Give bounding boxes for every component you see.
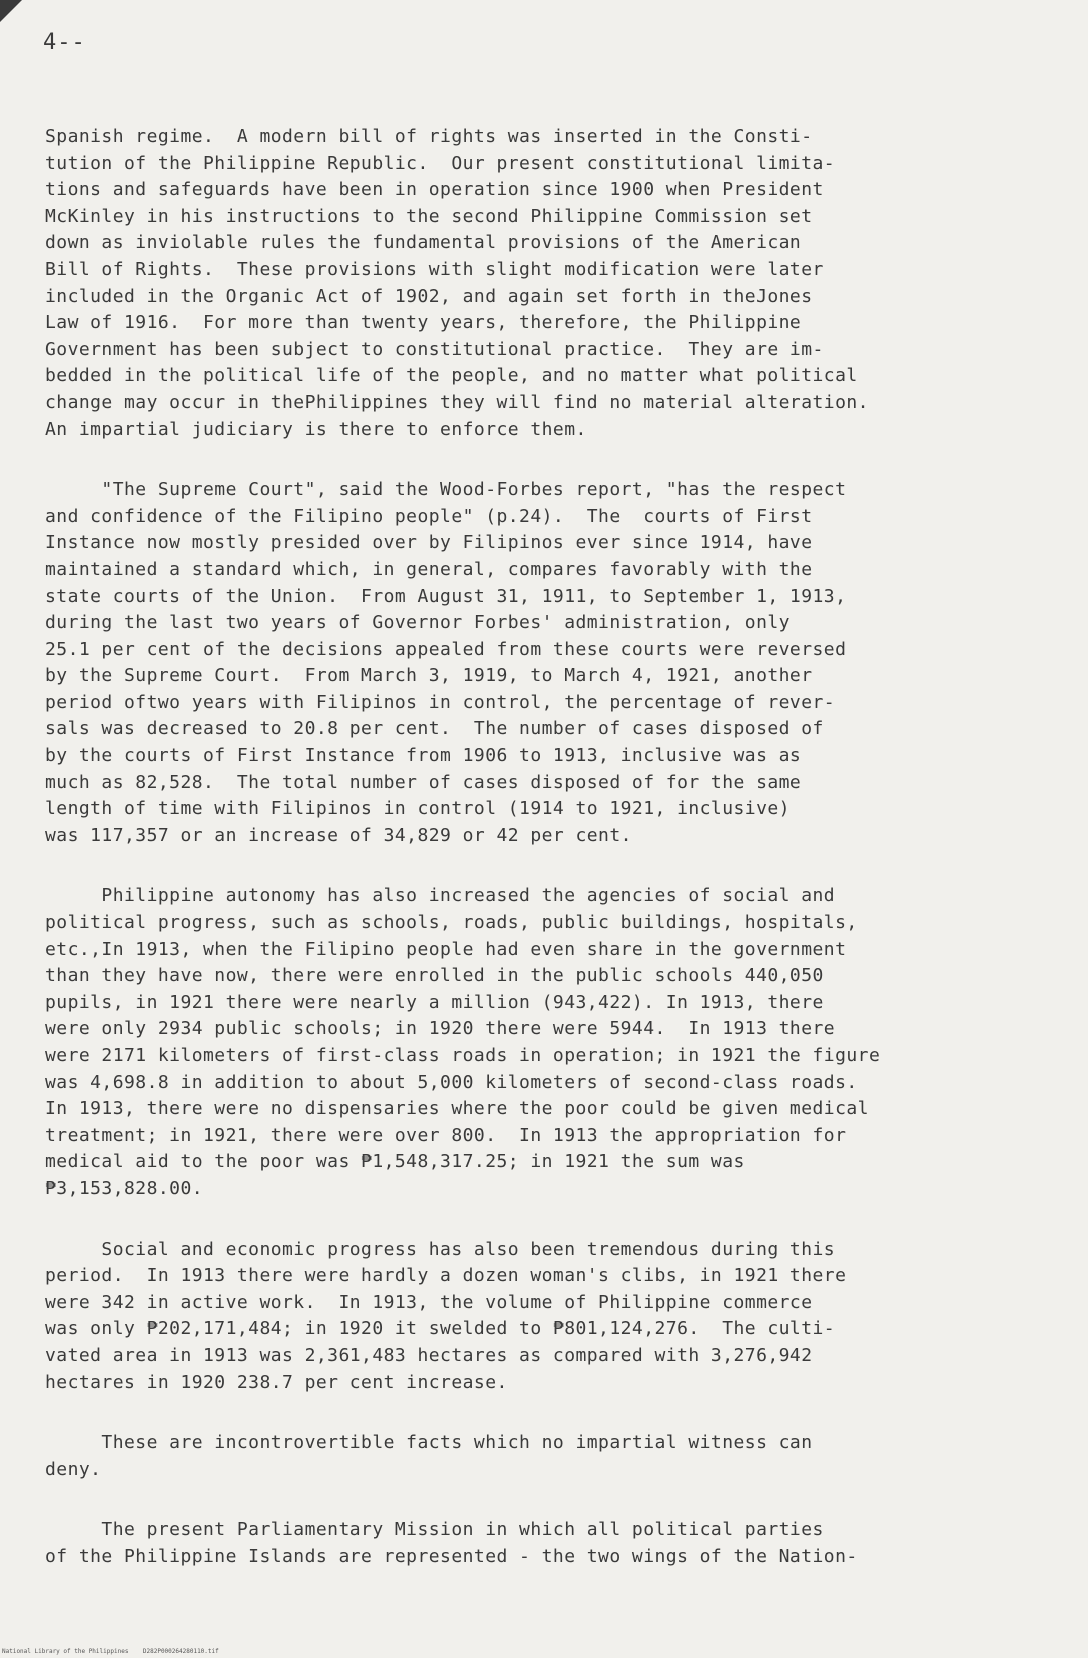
text-line: than they have now, there were enrolled in the public schools 440,050: [45, 965, 824, 987]
document-body: [45, 124, 1055, 1605]
text-line: political progress, such as schools, roads, public buildings, hospitals,: [45, 912, 858, 934]
text-line: McKinley in his instructions to the second Philippine Commission set: [45, 205, 813, 227]
text-line: tions and safeguards have been in operation since 1900 when President: [45, 179, 824, 201]
text-line: Spanish regime. A modern bill of rights was inserted in the Consti-: [45, 126, 813, 147]
paragraph: [45, 1517, 1055, 1570]
text-line: tution of the Philippine Republic. Our present constitutional limita-: [45, 152, 836, 174]
text-line: hectares in 1920 238.7 per cent increase.: [45, 1371, 508, 1393]
scan-corner-mark: [0, 0, 22, 22]
text-line: by the courts of First Instance from 1906 to 1913, inclusive was as: [45, 745, 802, 767]
text-line: Social and economic progress has also been tremendous during this: [45, 1238, 836, 1260]
text-line: length of time with Filipinos in control (1914 to 1921, inclusive): [45, 798, 790, 820]
paragraph: [45, 124, 1055, 443]
text-line: Law of 1916. For more than twenty years, therefore, the Philippine: [45, 312, 802, 334]
text-line: etc.,In 1913, when the Filipino people had even share in the government: [45, 938, 847, 960]
text-line: These are incontrovertible facts which no impartial witness can: [45, 1432, 813, 1454]
text-line: were 342 in active work. In 1913, the volume of Philippine commerce: [45, 1291, 813, 1313]
text-line: and confidence of the Filipino people" (p.24). The courts of First: [45, 505, 813, 527]
scan-footer-caption: National Library of the Philippines D282P000264280110.tif: [2, 1648, 219, 1655]
text-line: "The Supreme Court", said the Wood-Forbes report, "has the respect: [45, 479, 847, 501]
text-line: 25.1 per cent of the decisions appealed from these courts were reversed: [45, 638, 847, 660]
text-line: bedded in the political life of the people, and no matter what political: [45, 365, 858, 387]
paragraph: [45, 477, 1055, 849]
text-line: The present Parliamentary Mission in which all political parties: [45, 1519, 824, 1541]
text-line: In 1913, there were no dispensaries where the poor could be given medical: [45, 1098, 869, 1120]
text-line: treatment; in 1921, there were over 800. In 1913 the appropriation for: [45, 1124, 847, 1146]
text-line: included in the Organic Act of 1902, and again set forth in theJones: [45, 285, 813, 307]
text-line: state courts of the Union. From August 31, 1911, to September 1, 1913,: [45, 585, 847, 607]
page-number: 4--: [43, 30, 86, 55]
text-line: ₱3,153,828.00.: [45, 1177, 204, 1199]
text-line: maintained a standard which, in general, compares favorably with the: [45, 558, 813, 580]
text-line: was 4,698.8 in addition to about 5,000 kilometers of second-class roads.: [45, 1071, 858, 1093]
text-line: was only ₱202,171,484; in 1920 it swelded to ₱801,124,276. The culti-: [45, 1318, 836, 1340]
text-line: deny.: [45, 1458, 102, 1480]
text-line: sals was decreased to 20.8 per cent. The number of cases disposed of: [45, 718, 824, 740]
text-line: during the last two years of Governor Forbes' administration, only: [45, 612, 790, 634]
text-line: of the Philippine Islands are represented - the two wings of the Nation-: [45, 1545, 858, 1567]
text-line: An impartial judiciary is there to enforce them.: [45, 418, 587, 440]
text-line: change may occur in thePhilippines they will find no material alteration.: [45, 391, 869, 413]
text-line: Bill of Rights. These provisions with slight modification were later: [45, 258, 824, 280]
text-line: period. In 1913 there were hardly a dozen woman's clibs, in 1921 there: [45, 1265, 847, 1287]
text-line: down as inviolable rules the fundamental provisions of the American: [45, 232, 802, 254]
text-line: pupils, in 1921 there were nearly a million (943,422). In 1913, there: [45, 991, 824, 1013]
text-line: period oftwo years with Filipinos in control, the percentage of rever-: [45, 691, 836, 713]
paragraph: [45, 1237, 1055, 1397]
text-line: Philippine autonomy has also increased the agencies of social and: [45, 885, 836, 907]
text-line: was 117,357 or an increase of 34,829 or 42 per cent.: [45, 824, 632, 846]
text-line: Instance now mostly presided over by Filipinos ever since 1914, have: [45, 532, 813, 554]
paragraph: [45, 1430, 1055, 1483]
text-line: by the Supreme Court. From March 3, 1919, to March 4, 1921, another: [45, 665, 813, 687]
text-line: vated area in 1913 was 2,361,483 hectares as compared with 3,276,942: [45, 1344, 813, 1366]
text-line: much as 82,528. The total number of cases disposed of for the same: [45, 771, 802, 793]
paragraph: [45, 883, 1055, 1202]
text-line: were 2171 kilometers of first-class roads in operation; in 1921 the figure: [45, 1045, 881, 1066]
text-line: medical aid to the poor was ₱1,548,317.25; in 1921 the sum was: [45, 1151, 745, 1173]
text-line: Government has been subject to constitutional practice. They are im-: [45, 338, 824, 360]
text-line: were only 2934 public schools; in 1920 there were 5944. In 1913 there: [45, 1018, 836, 1040]
